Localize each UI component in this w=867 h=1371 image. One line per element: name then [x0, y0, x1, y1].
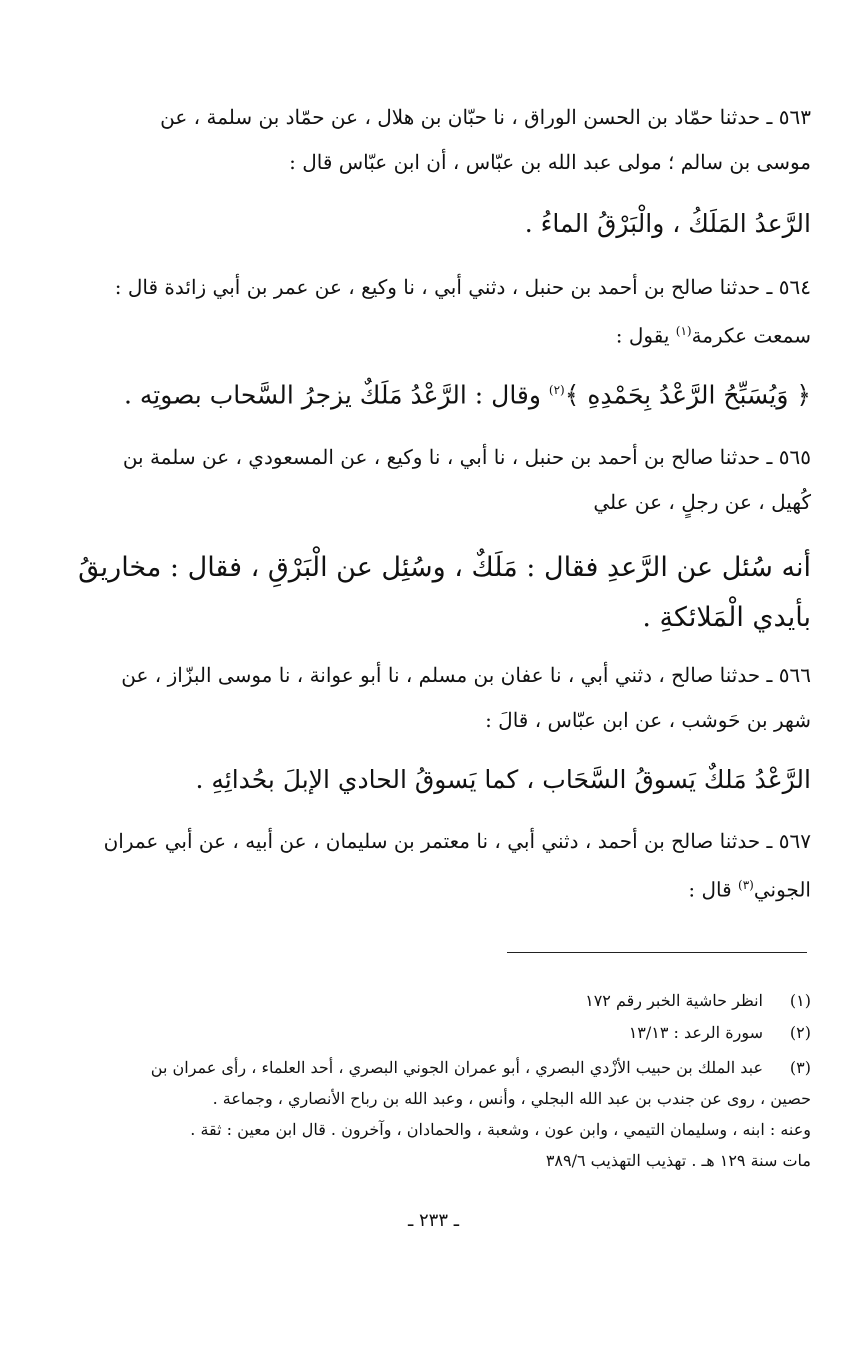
narration-563-line1: ٥٦٣ ـ حدثنا حمّاد بن الحسن الوراق ، نا حبّان بن هلال ، عن حمّاد بن سلمة ، عن: [160, 105, 811, 129]
footnote-2: [58, 1017, 811, 1048]
narration-563-line2: موسى بن سالم ؛ مولى عبد الله بن عبّاس ، أن ابن عبّاس قال :: [289, 150, 811, 174]
footnote-1-number: (١): [789, 991, 811, 1010]
narration-567-text-b: قال :: [688, 877, 739, 902]
narration-564-text-b: يقول :: [615, 323, 676, 348]
footnote-1: [58, 985, 811, 1016]
narration-566-line1: ٥٦٦ ـ حدثنا صالح ، دثني أبي ، نا عفان بن مسلم ، نا أبو عوانة ، نا موسى البزّاز ، عن: [121, 663, 811, 687]
quote-564-text: وقال : الرَّعْدُ مَلَكٌ يزجرُ السَّحاب بصوتِه .: [123, 380, 549, 410]
quote-565-line1: أنه سُئل عن الرَّعدِ فقال : مَلَكٌ ، وسُئِل عن الْبَرْقِ ، فقال : مخاريقُ: [78, 552, 811, 583]
quote-566: الرَّعْدُ مَلكٌ يَسوقُ السَّحَاب ، كما يَسوقُ الحادي الإبلَ بحُدائِهِ .: [195, 765, 811, 794]
narration-564-line1: ٥٦٤ ـ حدثنا صالح بن أحمد بن حنبل ، دثني أبي ، نا وكيع ، عن عمر بن أبي زائدة قال :: [114, 275, 811, 299]
footnote-2-text: سورة الرعد : ١٣/١٣: [628, 1023, 763, 1042]
footnote-3-number: (٣): [789, 1058, 811, 1077]
quote-565-line2: بأيدي الْمَلائكةِ .: [642, 602, 811, 633]
footnote-ref-1: (١): [675, 324, 692, 338]
narration-567-text-a: الجوني: [753, 877, 811, 902]
footnote-separator: [507, 952, 807, 953]
quote-564: [58, 362, 811, 423]
footnote-3-line3: وعنه : ابنه ، وسليمان التيمي ، وابن عون ، وشعبة ، والحمادان ، وآخرون . قال ابن معين : ثقة .: [190, 1120, 811, 1139]
footnote-ref-2: (٢): [548, 383, 565, 397]
quran-verse: ﴿ وَيُسَبِّحُ الرَّعْدُ بِحَمْدِهِ ﴾: [564, 380, 811, 410]
quote-563: الرَّعدُ المَلَكُ ، والْبَرْقُ الماءُ .: [524, 209, 811, 238]
footnote-ref-3: (٣): [738, 878, 754, 892]
narration-567-line2: [58, 866, 811, 909]
footnote-3-line4: مات سنة ١٢٩ هـ . تهذيب التهذيب ٣٨٩/٦: [545, 1151, 811, 1170]
footnote-3-line1: عبد الملك بن حبيب الأزْدي البصري ، أبو عمران الجوني البصري ، أحد العلماء ، رأى عمران بن: [150, 1058, 763, 1077]
narration-565-line2: كُهيل ، عن رجلٍ ، عن علي: [593, 490, 811, 514]
footnote-3: [58, 1052, 811, 1176]
narration-567-line1: ٥٦٧ ـ حدثنا صالح بن أحمد ، دثني أبي ، نا معتمر بن سليمان ، عن أبيه ، عن أبي عمران: [103, 829, 811, 853]
narration-566-line2: شهر بن حَوشب ، عن ابن عبّاس ، قالَ :: [485, 708, 811, 732]
page-number: ـ ٢٣٣ ـ: [407, 1210, 459, 1231]
footnote-3-line2: حصين ، روى عن جندب بن عبد الله البجلي ، وأنس ، وعبد الله بن رباح الأنصاري ، وجماعة .: [212, 1089, 811, 1108]
footnote-1-text: انظر حاشية الخبر رقم ١٧٢: [585, 991, 763, 1010]
narration-564-line2: [58, 312, 811, 355]
footnote-2-number: (٢): [789, 1023, 811, 1042]
narration-564-text-a: سمعت عكرمة: [691, 323, 811, 348]
narration-565-line1: ٥٦٥ ـ حدثنا صالح بن أحمد بن حنبل ، نا أبي ، نا وكيع ، عن المسعودي ، عن سلمة بن: [122, 445, 811, 469]
